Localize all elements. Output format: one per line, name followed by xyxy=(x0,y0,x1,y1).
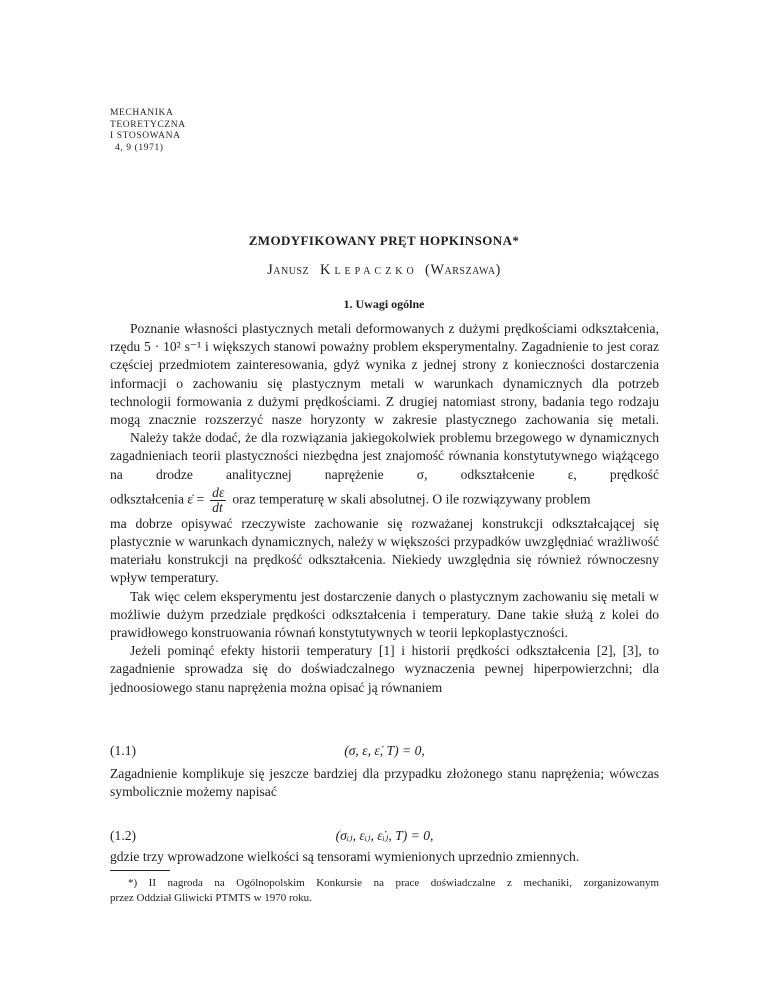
equation-1-1-expression: (σ, ε, ε̇, T) = 0, xyxy=(344,743,425,758)
footnote-line-1: *) II nagroda na Ogólnopolskim Konkursie na prace doświadczalne z mechaniki, zorganizowanym xyxy=(128,877,659,889)
paragraph-6: gdzie trzy wprowadzone wielkości są tensorami wymienionych uprzednio zmiennych. xyxy=(110,849,580,864)
body-text-block-1 xyxy=(110,320,659,697)
author-line xyxy=(0,262,768,279)
paragraph-2-formula-pre: odkształcenia ε̇ = xyxy=(110,491,205,507)
journal-name-line2: TEORETYCZNA xyxy=(110,119,186,130)
body-text-block-2 xyxy=(110,765,659,801)
footnote-line-2: przez Oddział Gliwicki PTMTS w 1970 roku. xyxy=(110,892,312,904)
paragraph-2: Należy także dodać, że dla rozwiązania jakiegokolwiek problemu brzegowego w dynamicznych zagadnieniach teorii plastyczności niezbędna jest znajomość równania konstytutywnego wiążącego na drodze analitycznej naprężenie σ, odkształcenie ε, prędkość xyxy=(110,430,659,482)
equation-1-1-number: (1.1) xyxy=(110,743,137,758)
author-first-name: Janusz xyxy=(267,262,310,278)
equation-1-2-expression: (σᵢⱼ, εᵢⱼ, ε̇ᵢⱼ, T) = 0, xyxy=(335,828,434,843)
strain-rate-fraction xyxy=(210,486,226,515)
paragraph-2-formula-line xyxy=(110,486,659,515)
fraction-denominator: dt xyxy=(212,499,223,515)
author-last-name: Klepaczko xyxy=(319,262,418,278)
paper-title: ZMODYFIKOWANY PRĘT HOPKINSONA* xyxy=(248,233,520,248)
paragraph-2-formula-post: oraz temperaturę w skali absolutnej. O ile rozwiązywany problem xyxy=(232,491,591,507)
journal-header xyxy=(110,108,186,154)
journal-issue: 4, 9 (1971) xyxy=(115,142,164,153)
equation-1-2-number: (1.2) xyxy=(110,828,137,843)
paragraph-4: Jeżeli pominąć efekty historii temperatury [1] i historii prędkości odkształcenia [2], [3], to zagadnienie sprowadza się do doświadczalnego wyznaczenia pewnej hiperpowierzchni; dla jednoosiowego stanu naprężenia można opisać ją równaniem xyxy=(110,643,659,695)
journal-name-line1: MECHANIKA xyxy=(110,108,174,118)
body-text-block-3 xyxy=(110,848,659,866)
fraction-numerator: dε xyxy=(212,484,225,500)
paragraph-3: Tak więc celem eksperymentu jest dostarczenie danych o plastycznym zachowaniu się metali w możliwie dużym przedziale prędkości odkształcenia i temperatury. Dane takie służą z kolei do prawidłowego konstruowania równań konstytutywnych w teorii lepkoplastyczności. xyxy=(110,588,659,641)
footnote-divider xyxy=(110,870,170,871)
section-heading: 1. Uwagi ogólne xyxy=(343,297,425,311)
paragraph-1: Poznanie własności plastycznych metali deformowanych z dużymi prędkościami odkształcenia, rzędu 5 · 10² s⁻¹ i większych stanowi poważny problem eksperymentalny. Zagadnienie to jest coraz częściej przedmiotem zainteresowania, gdyż wynika z jednej strony z konieczności dostarczenia informacji o zachowaniu się plastycznym metali w warunkach dynamicznych dla potrzeb technologii formowania z dużymi prędkościami. Z drugiej natomiast strony, badania tego rodzaju mogą znacznie rozszerzyć nasze horyzonty w zakresie plastycznego zachowania się metali. xyxy=(110,321,659,428)
author-city: (Warszawa) xyxy=(425,262,501,278)
footnote xyxy=(110,876,659,906)
paragraph-5: Zagadnienie komplikuje się jeszcze bardziej dla przypadku złożonego stanu naprężenia; wówczas symbolicznie możemy napisać xyxy=(110,766,659,800)
paragraph-2-continuation: ma dobrze opisywać rzeczywiste zachowanie się rozważanej konstrukcji odkształcającej się plastycznie w warunkach dynamicznych, należy w większości przypadków uwzględniać wrażliwość materiału konstrukcji na prędkość odkształcenia. Niekiedy uwzględnia się również równoczesny wpływ temperatury. xyxy=(110,515,659,586)
journal-name-line3: I STOSOWANA xyxy=(110,131,181,141)
